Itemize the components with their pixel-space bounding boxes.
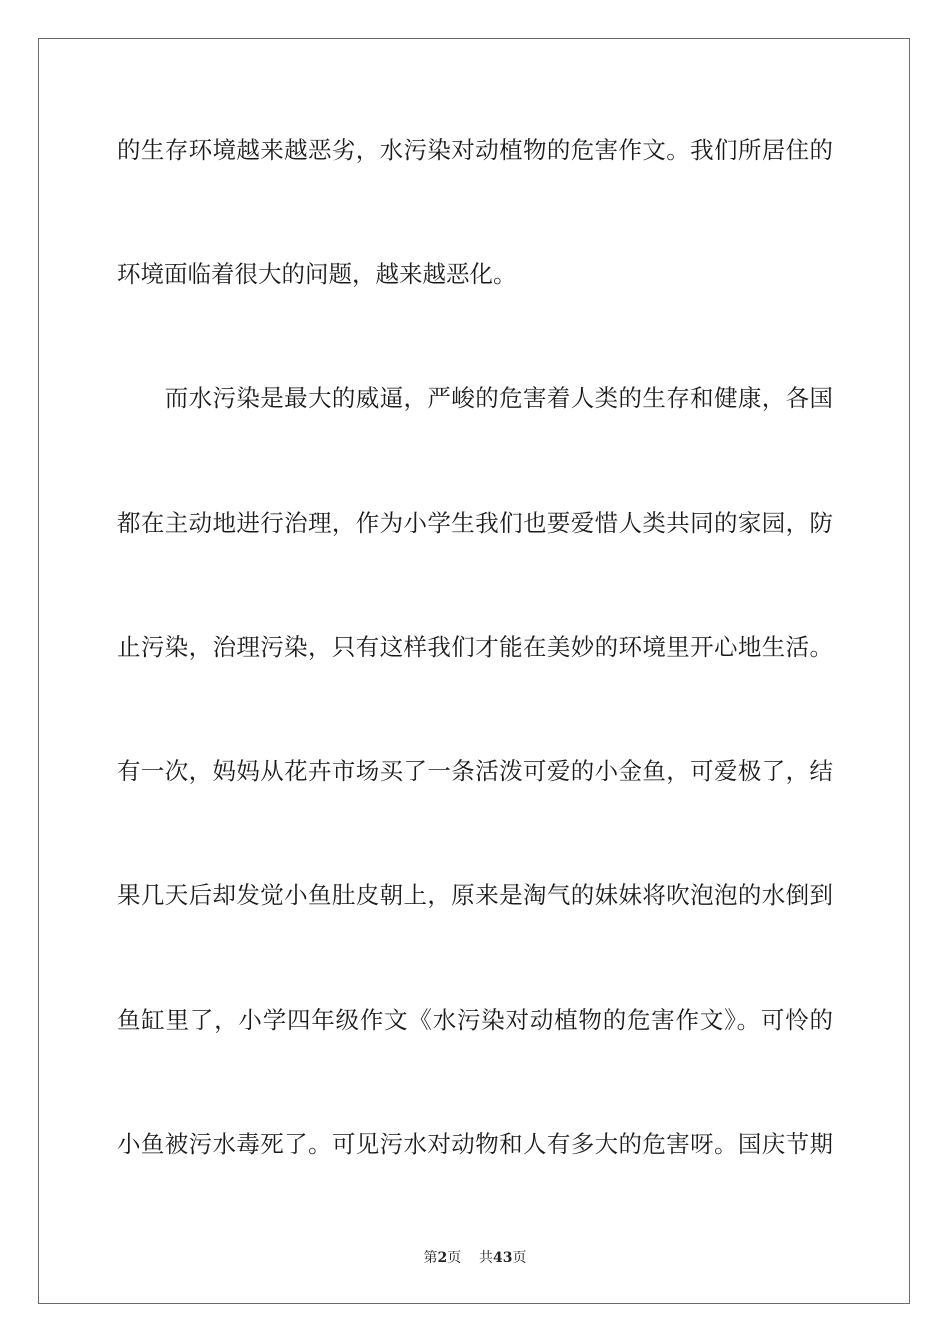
body-line-1: 的生存环境越来越恶劣，水污染对动植物的危害作文。我们所居住的: [117, 136, 833, 164]
total-suffix: 页: [512, 1250, 527, 1266]
page-border: [38, 38, 910, 1304]
body-line-4: 都在主动地进行治理，作为小学生我们也要爱惜人类共同的家园，防: [117, 509, 833, 537]
body-line-9: 小鱼被污水毒死了。可见污水对动物和人有多大的危害呀。国庆节期: [117, 1130, 833, 1158]
body-line-7: 果几天后却发觉小鱼肚皮朝上，原来是淘气的妹妹将吹泡泡的水倒到: [117, 881, 833, 909]
page-footer: [0, 1246, 950, 1270]
body-line-6: 有一次，妈妈从花卉市场买了一条活泼可爱的小金鱼，可爱极了，结: [117, 757, 833, 785]
page-suffix: 页: [447, 1250, 462, 1266]
body-line-5: 止污染，治理污染，只有这样我们才能在美妙的环境里开心地生活。: [117, 633, 833, 661]
body-line-2: 环境面临着很大的问题，越来越恶化。: [117, 260, 517, 288]
current-page-number: 2: [437, 1250, 448, 1266]
body-line-8: 鱼缸里了，小学四年级作文《水污染对动植物的危害作文》。可怜的: [117, 1006, 833, 1034]
page-prefix: 第: [423, 1250, 438, 1266]
body-line-3: 而水污染是最大的威逼，严峻的危害着人类的生存和健康，各国: [117, 384, 833, 412]
total-prefix: 共: [479, 1250, 494, 1266]
total-pages-number: 43: [493, 1250, 513, 1266]
